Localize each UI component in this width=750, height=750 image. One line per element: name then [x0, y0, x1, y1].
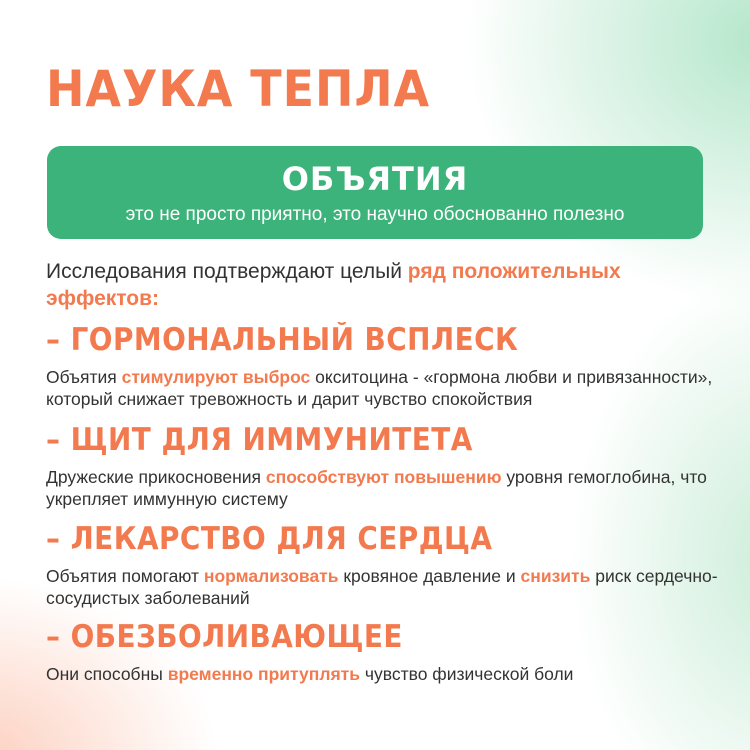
- text-part: чувство физической боли: [360, 664, 574, 684]
- section-heading: – ЩИТ ДЛЯ ИММУНИТЕТА: [46, 422, 473, 458]
- text-part: риск сердечно-сосудистых заболеваний: [46, 566, 718, 608]
- section-immunity-shield: [46, 422, 726, 510]
- text-highlight: нормализовать: [203, 566, 339, 586]
- text-part: кровяное давление и: [338, 566, 521, 586]
- text-part: Дружеские прикосновения: [46, 467, 266, 487]
- section-hormonal-burst: [46, 322, 726, 410]
- intro-highlight: ряд положительных эффектов:: [46, 260, 621, 310]
- intro-text-plain: Исследования подтверждают целый: [46, 260, 408, 283]
- section-text: [46, 466, 726, 510]
- section-text: [46, 663, 726, 685]
- section-heading: – ОБЕЗБОЛИВАЮЩЕЕ: [46, 619, 403, 655]
- section-heart-medicine: [46, 521, 726, 609]
- text-part: Объятия помогают: [46, 566, 204, 586]
- page-title: НАУКА ТЕПЛА: [46, 60, 431, 118]
- text-highlight: временно притуплять: [167, 664, 360, 684]
- section-text: [46, 366, 726, 410]
- text-highlight: снизить: [520, 566, 591, 586]
- section-heading: – ЛЕКАРСТВО ДЛЯ СЕРДЦА: [46, 521, 493, 557]
- section-text: [46, 565, 726, 609]
- text-highlight: стимулируют выброс: [121, 367, 311, 387]
- section-heading: – ГОРМОНАЛЬНЫЙ ВСПЛЕСК: [46, 322, 519, 358]
- banner: [47, 146, 703, 239]
- banner-title: ОБЪЯТИЯ: [281, 160, 469, 198]
- banner-subtitle: это не просто приятно, это научно обоснованно полезно: [125, 204, 625, 225]
- text-part: уровня гемоглобина, что укрепляет иммунную систему: [46, 467, 707, 509]
- section-painkiller: [46, 619, 726, 685]
- text-part: окситоцина - «гормона любви и привязанности», который снижает тревожность и дарит чувство спокойствия: [46, 367, 713, 409]
- intro-text: [46, 258, 676, 312]
- text-part: Объятия: [46, 367, 122, 387]
- text-part: Они способны: [46, 664, 168, 684]
- text-highlight: способствуют повышению: [265, 467, 502, 487]
